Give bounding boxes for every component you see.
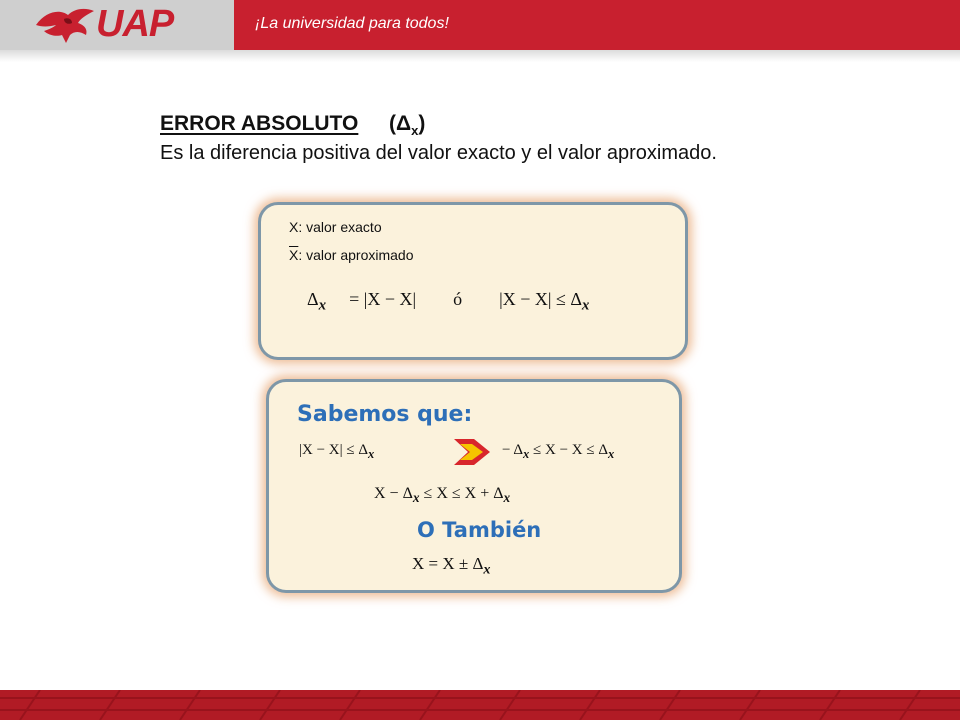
slide-subtitle: Es la diferencia positiva del valor exacto y el valor aproximado. — [160, 142, 717, 164]
footer-bar — [0, 690, 960, 720]
definition-approx-value: $\overline{X}$: valor aproximado — [289, 247, 414, 263]
sabemos-heading: Sabemos que: — [297, 402, 473, 427]
arrow-right-icon — [452, 437, 492, 467]
title-symbol: $(\Delta_x)$ — [389, 112, 426, 139]
winged-mascot-icon — [34, 5, 96, 45]
premise-formula: $|X - X| \le \Delta_x$ — [299, 442, 375, 461]
tambien-heading: O También — [417, 518, 542, 542]
final-formula: $X = X \pm \Delta_x$ — [412, 554, 491, 578]
derivation-box — [266, 379, 682, 593]
header-bar — [0, 0, 960, 50]
definition-box — [258, 202, 688, 360]
slide-title: ERROR ABSOLUTO — [160, 112, 359, 135]
definition-exact-value: X: valor exacto — [289, 219, 382, 235]
absolute-error-formula: $\Delta_x = |X - X|$ ó $|X - X| \le \Delta_x$ — [307, 289, 590, 314]
header-tagline: ¡La universidad para todos! — [255, 15, 449, 32]
logo — [0, 0, 234, 50]
footer-pattern — [0, 690, 960, 720]
logo-text: UAP — [96, 3, 174, 45]
inequality-formula: $X - \Delta_x \le X \le X + \Delta_x$ — [374, 485, 511, 506]
header-shadow — [0, 50, 960, 62]
implication-formula: − $\Delta_x \le X - X \le \Delta_x$ — [502, 442, 615, 461]
